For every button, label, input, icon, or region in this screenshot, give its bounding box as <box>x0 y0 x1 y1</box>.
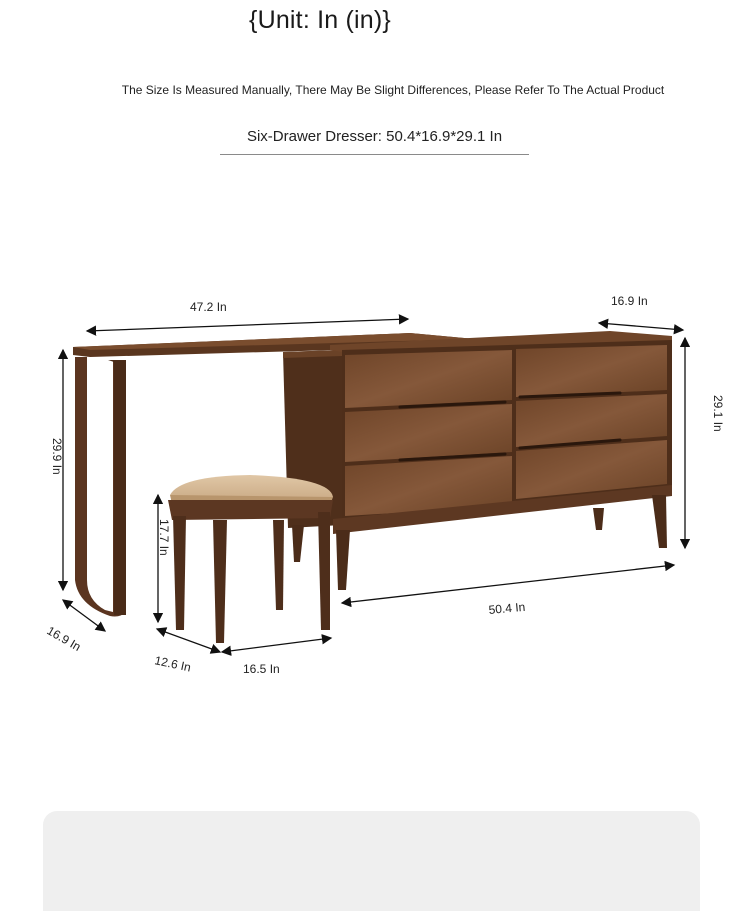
desk-depth-line <box>63 600 105 631</box>
stool-depth-label: 12.6 In <box>153 653 193 675</box>
desk-height-label: 29.9 In <box>50 438 64 475</box>
stool <box>168 475 333 643</box>
measurement-note: The Size Is Measured Manually, There May Be Slight Differences, Please Refer To The Actual Product <box>121 83 665 97</box>
bottom-panel <box>43 811 700 911</box>
stool-width-line <box>222 638 331 652</box>
dresser <box>292 331 672 590</box>
dresser-depth-label: 16.9 In <box>611 294 648 308</box>
stool-width-label: 16.5 In <box>243 662 280 676</box>
stool-height-label: 17.7 In <box>157 519 171 556</box>
desk-width-line <box>87 319 408 331</box>
dresser-depth-line <box>599 323 683 330</box>
dresser-height-label: 29.1 In <box>711 395 725 432</box>
desk-width-label: 47.2 In <box>190 300 227 314</box>
stool-depth-line <box>157 629 220 652</box>
dresser-width-line <box>342 565 674 603</box>
desk-depth-label: 16.9 In <box>44 623 84 654</box>
unit-title: {Unit: In (in)} <box>249 6 391 34</box>
dresser-width-label: 50.4 In <box>488 599 526 617</box>
product-spec: Six-Drawer Dresser: 50.4*16.9*29.1 In <box>220 128 529 155</box>
